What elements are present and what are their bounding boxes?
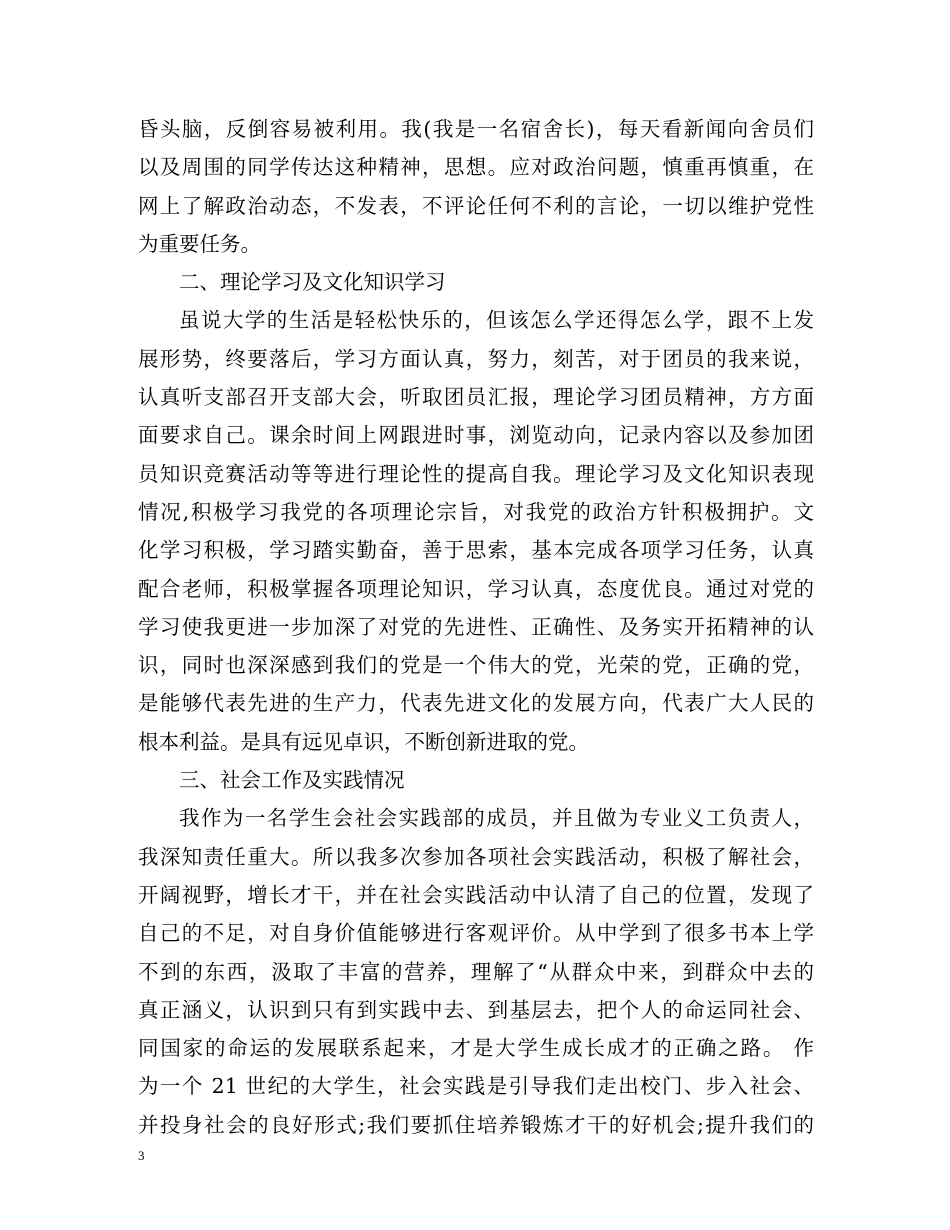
text-line: 是能够代表先进的生产力，代表先进文化的发展方向，代表广大人民的: [138, 691, 814, 716]
text-line: 以及周围的同学传达这种精神，思想。应对政治问题，慎重再慎重，在: [138, 155, 814, 180]
text-line: 面要求自己。课余时间上网跟进时事，浏览动向，记录内容以及参加团: [138, 423, 814, 448]
text-line: 情况,积极学习我党的各项理论宗旨，对我党的政治方针积极拥护。文: [138, 499, 814, 524]
text-line: 真正涵义，认识到只有到实践中去、到基层去，把个人的命运同社会、: [138, 997, 814, 1022]
text-line: 学习使我更进一步加深了对党的先进性、正确性、及务实开拓精神的认: [138, 614, 814, 639]
text-line: 昏头脑，反倒容易被利用。我(我是一名宿舍长)，每天看新闻向舍员们: [138, 117, 814, 141]
text-line: 三、社会工作及实践情况: [179, 768, 405, 793]
text-line: 我作为一名学生会社会实践部的成员，并且做为专业义工负责人，: [179, 806, 814, 831]
text-line: 展形势，终要落后，学习方面认真，努力，刻苦，对于团员的我来说，: [138, 346, 814, 371]
page-number: 3: [138, 1148, 145, 1163]
body-text: [138, 110, 814, 1144]
text-line: 我深知责任重大。所以我多次参加各项社会实践活动，积极了解社会，: [138, 844, 814, 869]
text-line: 认真听支部召开支部大会，听取团员汇报，理论学习团员精神，方方面: [138, 385, 814, 410]
text-line: 虽说大学的生活是轻松快乐的，但该怎么学还得怎么学，跟不上发: [179, 308, 814, 333]
text-line: 不到的东西，汲取了丰富的营养，理解了“从群众中来，到群众中去的: [138, 959, 814, 984]
text-line: 自己的不足，对自身价值能够进行客观评价。从中学到了很多书本上学: [138, 921, 814, 946]
text-line: 网上了解政治动态，不发表，不评论任何不利的言论，一切以维护党性: [138, 193, 814, 218]
text-line: 为重要任务。: [138, 231, 261, 256]
text-line: 配合老师，积极掌握各项理论知识，学习认真，态度优良。通过对党的: [138, 576, 814, 601]
text-line: 二、理论学习及文化知识学习: [179, 270, 446, 295]
text-line: 员知识竞赛活动等等进行理论性的提高自我。理论学习及文化知识表现: [138, 461, 814, 486]
text-line: 并投身社会的良好形式;我们要抓住培养锻炼才干的好机会;提升我们的: [138, 1112, 814, 1137]
text-line: 同国家的命运的发展联系起来，才是大学生成长成才的正确之路。 作: [138, 1036, 814, 1061]
text-line: 开阔视野，增长才干，并在社会实践活动中认清了自己的位置，发现了: [138, 882, 814, 907]
text-line: 为一个 21 世纪的大学生，社会实践是引导我们走出校门、步入社会、: [138, 1074, 814, 1099]
text-line: 化学习积极，学习踏实勤奋，善于思索，基本完成各项学习任务，认真: [138, 538, 814, 563]
text-line: 识，同时也深深感到我们的党是一个伟大的党，光荣的党，正确的党，: [138, 653, 814, 678]
text-line: 根本利益。是具有远见卓识，不断创新进取的党。: [138, 729, 589, 754]
